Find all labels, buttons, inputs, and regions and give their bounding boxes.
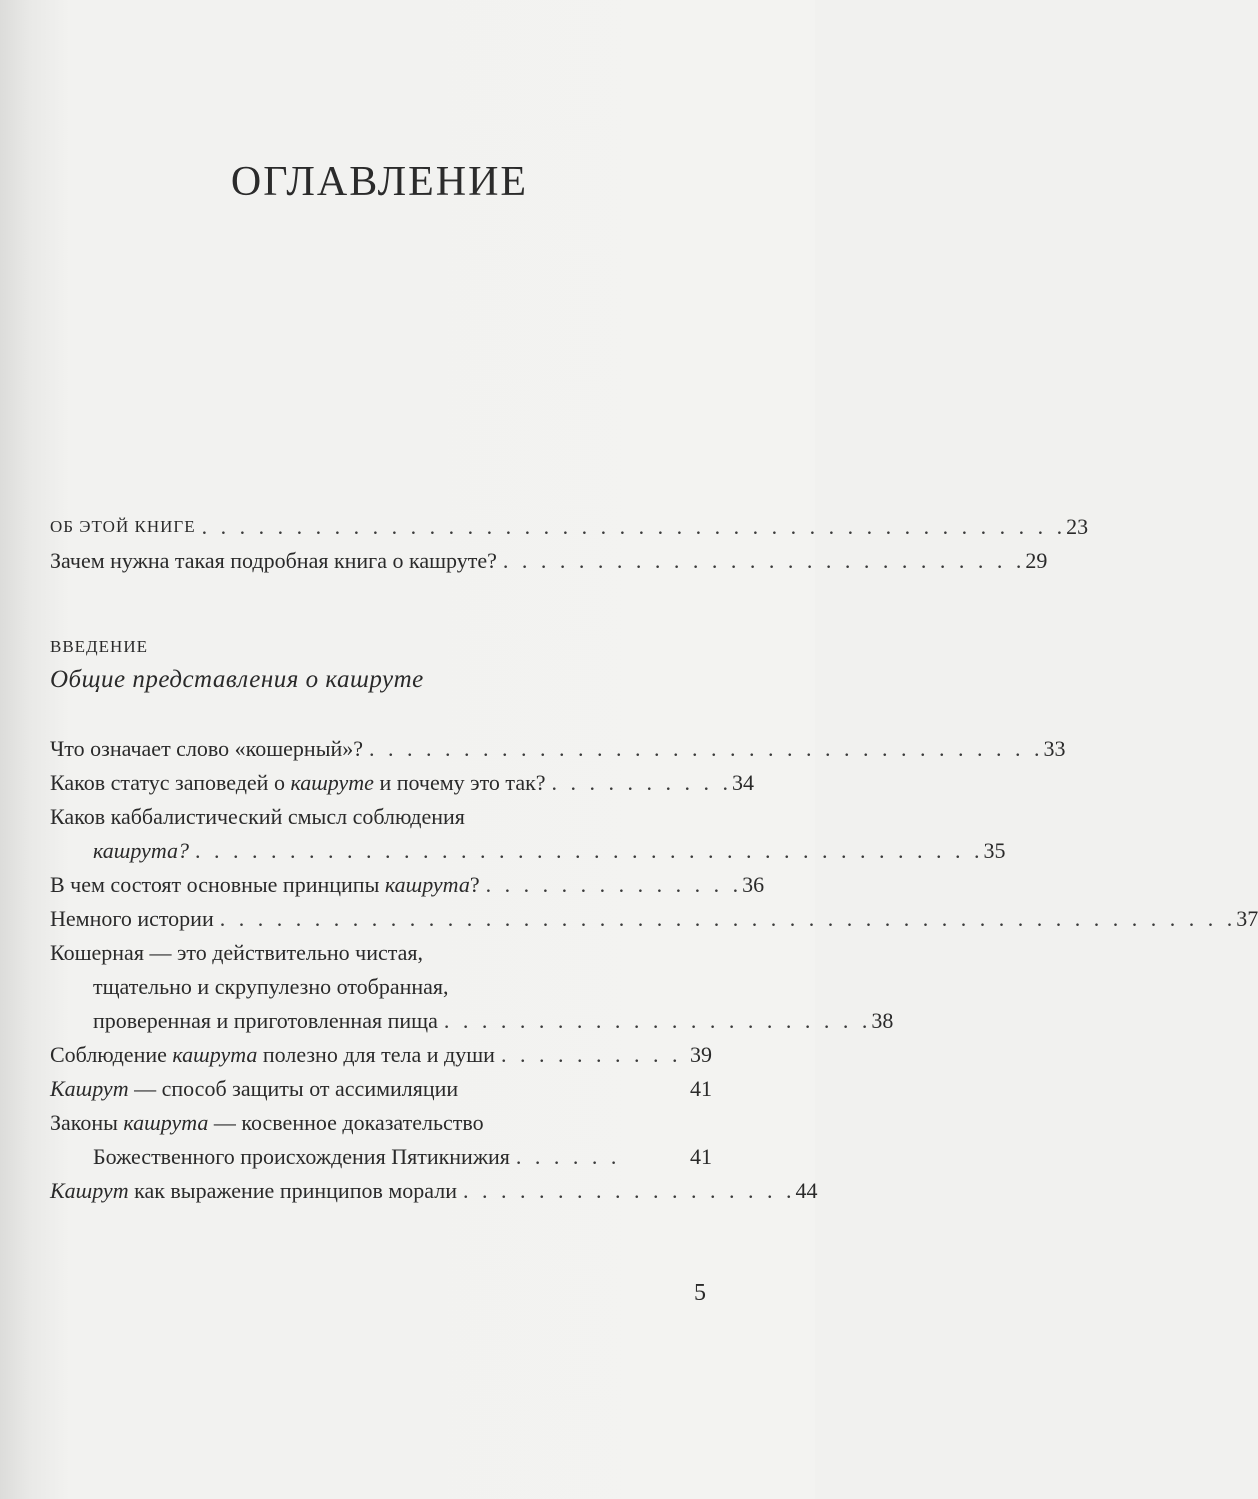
toc-entry-text: Зачем нужна такая подробная книга о кашруте?: [50, 548, 497, 573]
toc-entry: [50, 1174, 818, 1208]
toc-entry-line: Законы кашрута — косвенное доказательство: [50, 1110, 484, 1135]
toc-entry-text: Божественного происхождения Пятикнижия: [93, 1144, 510, 1169]
toc-entry: [50, 1072, 712, 1106]
leader-dots: . . . . . . . . . .: [551, 770, 733, 795]
leader-dots: . . . . . . . . . . . . . . . . . . . . . . . . . . . . . . . . . . . . . . . . . .: [194, 838, 984, 863]
toc-page-number: 36: [742, 872, 765, 897]
toc-entry: [50, 510, 1089, 544]
toc-page-number: 37: [1236, 906, 1258, 931]
leader-dots: . . . . . . . . . . . . . . . . . . . . . . .: [443, 1008, 872, 1033]
toc-entry: [50, 766, 755, 800]
toc-page-number: 35: [983, 838, 1006, 863]
page-title: ОГЛАВЛЕНИЕ: [230, 159, 529, 205]
toc-entry-text: проверенная и приготовленная пища: [93, 1008, 438, 1033]
toc-entry-text: Что означает слово «кошерный»?: [50, 736, 364, 761]
leader-dots: . . . . . . . . . . . . . .: [485, 872, 743, 897]
toc-page-number: 38: [871, 1008, 894, 1033]
toc-entry-text: Кашрут — способ защиты от ассимиляции: [50, 1076, 459, 1101]
toc-entry-text: Немного истории: [50, 906, 214, 931]
toc-entry: [50, 1140, 712, 1174]
toc-entry-text: В чем состоят основные принципы кашрута?: [50, 872, 480, 897]
leader-dots: . . . . . . . . . . . . . . . . . . . . . . . . . . . . . . . . . . . . . . . . . . . . . .: [201, 514, 1067, 539]
toc-page-number: 34: [732, 770, 755, 795]
toc-entry: [50, 868, 765, 902]
toc-page-number: 23: [1066, 514, 1089, 539]
leader-dots: . . . . . . . . . . . . . . . . . .: [462, 1178, 796, 1203]
toc-page-number: 41: [690, 1144, 712, 1169]
toc-entry-text: Соблюдение кашрута полезно для тела и души: [50, 1042, 495, 1067]
toc-entry: [50, 544, 1048, 578]
toc-entry-text: кашрута?: [93, 838, 189, 863]
toc-entry-text: ОБ ЭТОЙ КНИГЕ: [50, 517, 196, 536]
toc-page-number: 29: [1025, 548, 1048, 573]
leader-dots: . . . . . .: [515, 1144, 621, 1169]
leader-dots: . . . . . . . . . . . . . . . . . . . . . . . . . . . . . . . . . . . . . . . . . . . . . . . . . . . . . .: [219, 906, 1237, 931]
toc-page-number: 44: [795, 1178, 818, 1203]
leader-dots: . . . . . . . . . . . . . . . . . . . . . . . . . . . .: [502, 548, 1026, 573]
leader-dots: . . . . . . . . . .: [500, 1042, 682, 1067]
toc-entry-text: Каков статус заповедей о кашруте и почему это так?: [50, 770, 546, 795]
toc-entry: [50, 902, 1258, 936]
toc-entry: [50, 1038, 712, 1072]
toc-entry: [50, 1004, 894, 1038]
toc-page-number: 39: [690, 1042, 712, 1067]
toc-page-number: 33: [1043, 736, 1066, 761]
section-label: ВВЕДЕНИЕ: [50, 637, 148, 656]
toc-page-number: 41: [690, 1076, 712, 1101]
table-of-contents: [50, 510, 1258, 1208]
toc-entry: [50, 834, 1006, 868]
toc-entry-line: Каков каббалистический смысл соблюдения: [50, 804, 465, 829]
toc-entry-line: Кошерная — это действительно чистая,: [50, 940, 424, 965]
toc-entry-text: Кашрут как выражение принципов морали: [50, 1178, 457, 1203]
page-number: 5: [694, 1280, 706, 1306]
leader-dots: . . . . . . . . . . . . . . . . . . . . . . . . . . . . . . . . . . . .: [369, 736, 1044, 761]
toc-entry-line: тщательно и скрупулезно отобранная,: [93, 974, 449, 999]
toc-entry: [50, 732, 1066, 766]
section-subtitle: Общие представления о кашруте: [50, 666, 424, 693]
